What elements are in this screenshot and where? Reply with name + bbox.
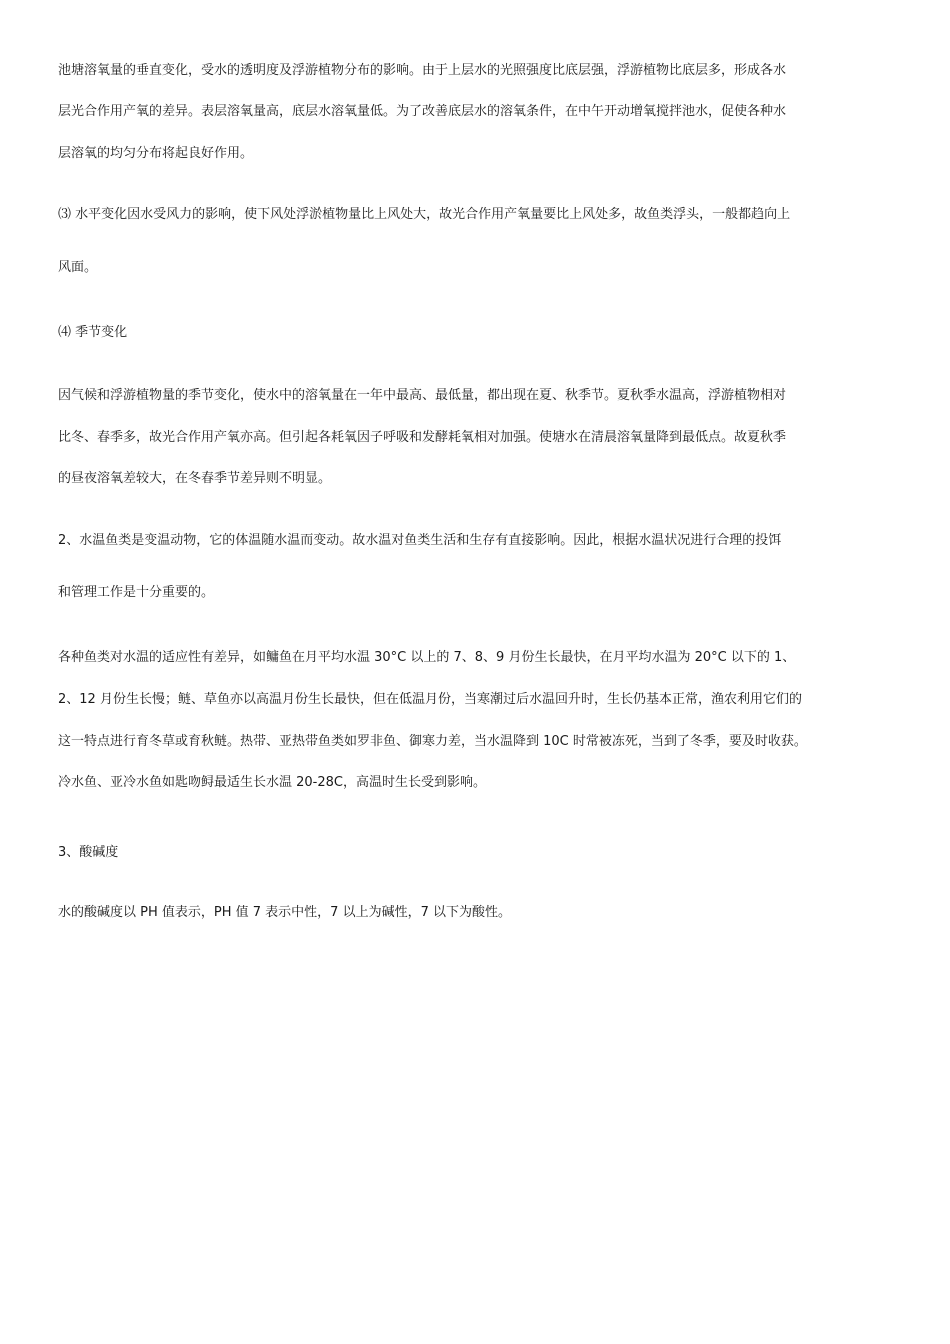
text-line: 比冬、春季多，故光合作用产氧亦高。但引起各耗氧因子呼吸和发酵耗氧相对加强。使塘水在清晨溶氧量降到最低点。故夏秋季	[58, 430, 787, 445]
text-line: 冷水鱼、亚冷水鱼如匙吻鲟最适生长水温 20-28C，高温时生长受到影响。	[58, 775, 486, 790]
text-line: 层溶氧的均匀分布将起良好作用。	[58, 146, 254, 161]
text-line: 因气候和浮游植物量的季节变化，使水中的溶氧量在一年中最高、最低量，都出现在夏、秋季节。夏秋季水温高，浮游植物相对	[58, 388, 787, 403]
text-line: 风面。	[58, 260, 98, 275]
text-line: 2、水温鱼类是变温动物，它的体温随水温而变动。故水温对鱼类生活和生存有直接影响。因此，根据水温状况进行合理的投饵	[58, 533, 782, 548]
text-line: 层光合作用产氧的差异。表层溶氧量高，底层水溶氧量低。为了改善底层水的溶氧条件，在中午开动增氧搅拌池水，促使各种水	[58, 104, 787, 119]
text-line: 2、12 月份生长慢；鲢、草鱼亦以高温月份生长最快，但在低温月份，当寒潮过后水温回升时，生长仍基本正常，渔农利用它们的	[58, 692, 802, 707]
text-line: 的昼夜溶氧差较大，在冬春季节差异则不明显。	[58, 471, 332, 486]
section-heading: ⑷ 季节变化	[58, 325, 128, 340]
text-line: 池塘溶氧量的垂直变化，受水的透明度及浮游植物分布的影响。由于上层水的光照强度比底层强，浮游植物比底层多，形成各水	[58, 63, 787, 78]
text-line: 各种鱼类对水温的适应性有差异，如鳙鱼在月平均水温 30°C 以上的 7、8、9 月份生长最快，在月平均水温为 20°C 以下的 1、	[58, 650, 796, 665]
text-line: 这一特点进行育冬草或育秋鲢。热带、亚热带鱼类如罗非鱼、御寒力差，当水温降到 10C 时常被冻死，当到了冬季，要及时收获。	[58, 734, 807, 749]
text-line: 水的酸碱度以 PH 值表示，PH 值 7 表示中性，7 以上为碱性，7 以下为酸性。	[58, 905, 511, 920]
text-line: ⑶ 水平变化因水受风力的影响，使下风处浮淤植物量比上风处大，故光合作用产氧量要比上风处多，故鱼类浮头，一般都趋向上	[58, 207, 791, 222]
section-heading: 3、酸碱度	[58, 845, 119, 860]
text-line: 和管理工作是十分重要的。	[58, 585, 215, 600]
